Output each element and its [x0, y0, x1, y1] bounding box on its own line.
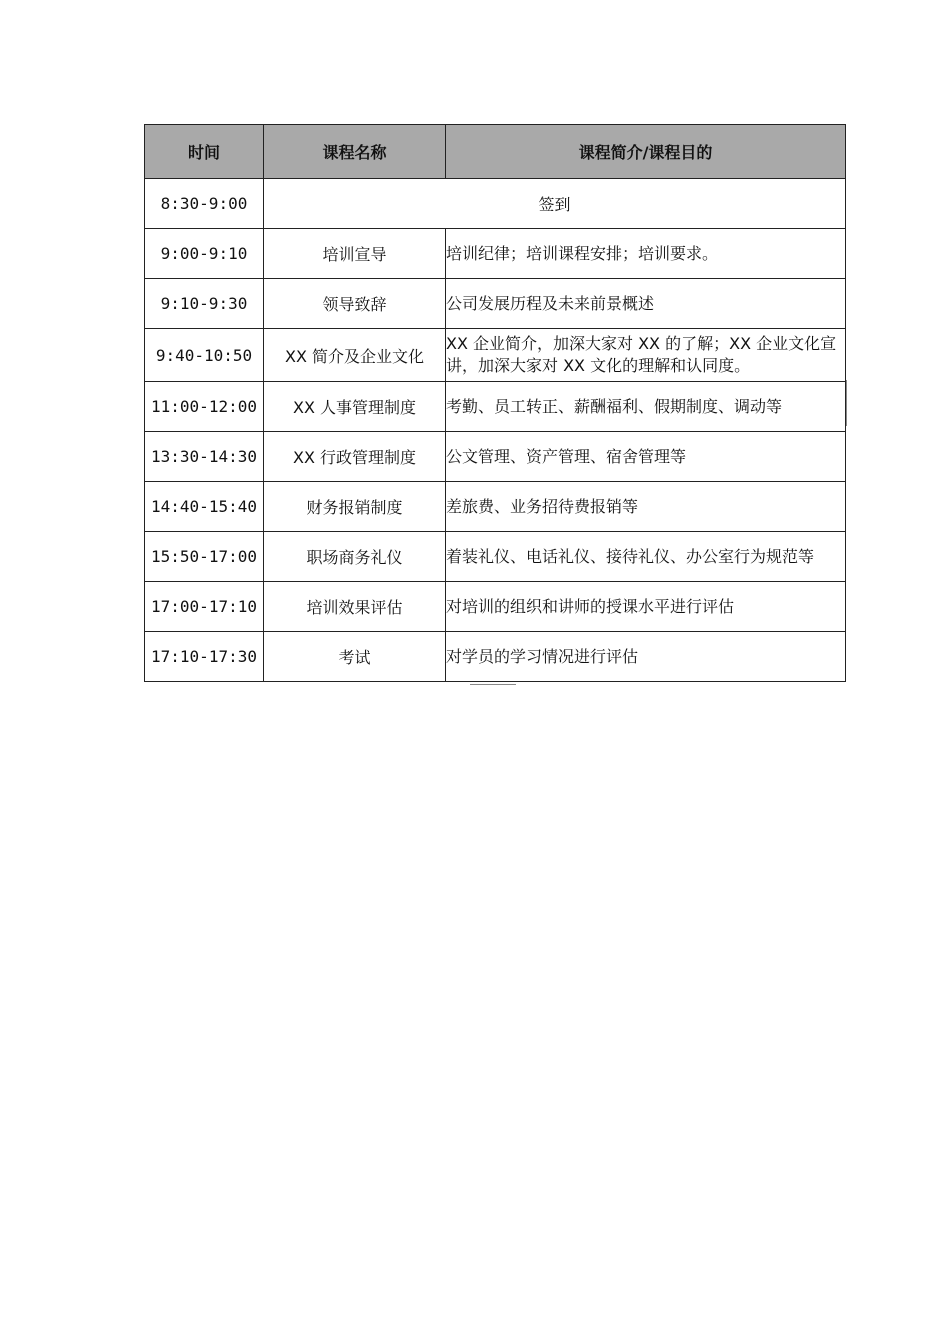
table-row: [145, 329, 846, 382]
cell-course-name: 培训宣导: [264, 229, 446, 279]
table-row: [145, 382, 846, 432]
cell-course-name: XX 行政管理制度: [264, 432, 446, 482]
table-row: [145, 482, 846, 532]
cell-course-description: 公文管理、资产管理、宿舍管理等: [446, 432, 846, 482]
cell-course-description: XX 企业简介，加深大家对 XX 的了解；XX 企业文化宣讲，加深大家对 XX 文化的理解和认同度。: [446, 329, 846, 382]
cell-course-name: XX 人事管理制度: [264, 382, 446, 432]
cell-course-name: 财务报销制度: [264, 482, 446, 532]
cell-course-description: 对学员的学习情况进行评估: [446, 632, 846, 682]
header-course-name: 课程名称: [264, 125, 446, 179]
cell-course-description: 公司发展历程及未来前景概述: [446, 279, 846, 329]
cell-course-description: 培训纪律；培训课程安排；培训要求。: [446, 229, 846, 279]
cell-course-name: 职场商务礼仪: [264, 532, 446, 582]
cell-time: 8:30-9:00: [145, 179, 264, 229]
cell-course-name: 考试: [264, 632, 446, 682]
stray-line-mark: [470, 684, 516, 685]
stray-edge-mark: [846, 380, 847, 426]
cell-time: 15:50-17:00: [145, 532, 264, 582]
cell-course-name: 培训效果评估: [264, 582, 446, 632]
cell-time: 9:10-9:30: [145, 279, 264, 329]
cell-time: 11:00-12:00: [145, 382, 264, 432]
cell-time: 17:10-17:30: [145, 632, 264, 682]
cell-time: 9:40-10:50: [145, 329, 264, 382]
cell-course-description: 考勤、员工转正、薪酬福利、假期制度、调动等: [446, 382, 846, 432]
cell-sign-in: 签到: [264, 179, 846, 229]
table-row: [145, 179, 846, 229]
cell-course-name: 领导致辞: [264, 279, 446, 329]
cell-course-description: 对培训的组织和讲师的授课水平进行评估: [446, 582, 846, 632]
cell-course-description: 着装礼仪、电话礼仪、接待礼仪、办公室行为规范等: [446, 532, 846, 582]
table-row: [145, 582, 846, 632]
cell-course-description: 差旅费、业务招待费报销等: [446, 482, 846, 532]
cell-time: 14:40-15:40: [145, 482, 264, 532]
table-row: [145, 279, 846, 329]
cell-time: 9:00-9:10: [145, 229, 264, 279]
cell-time: 13:30-14:30: [145, 432, 264, 482]
training-schedule-table: [144, 124, 846, 682]
table-header-row: [145, 125, 846, 179]
table-row: [145, 532, 846, 582]
table-row: [145, 432, 846, 482]
table-row: [145, 229, 846, 279]
header-course-description: 课程简介/课程目的: [446, 125, 846, 179]
cell-course-name: XX 简介及企业文化: [264, 329, 446, 382]
header-time: 时间: [145, 125, 264, 179]
table-row: [145, 632, 846, 682]
cell-time: 17:00-17:10: [145, 582, 264, 632]
